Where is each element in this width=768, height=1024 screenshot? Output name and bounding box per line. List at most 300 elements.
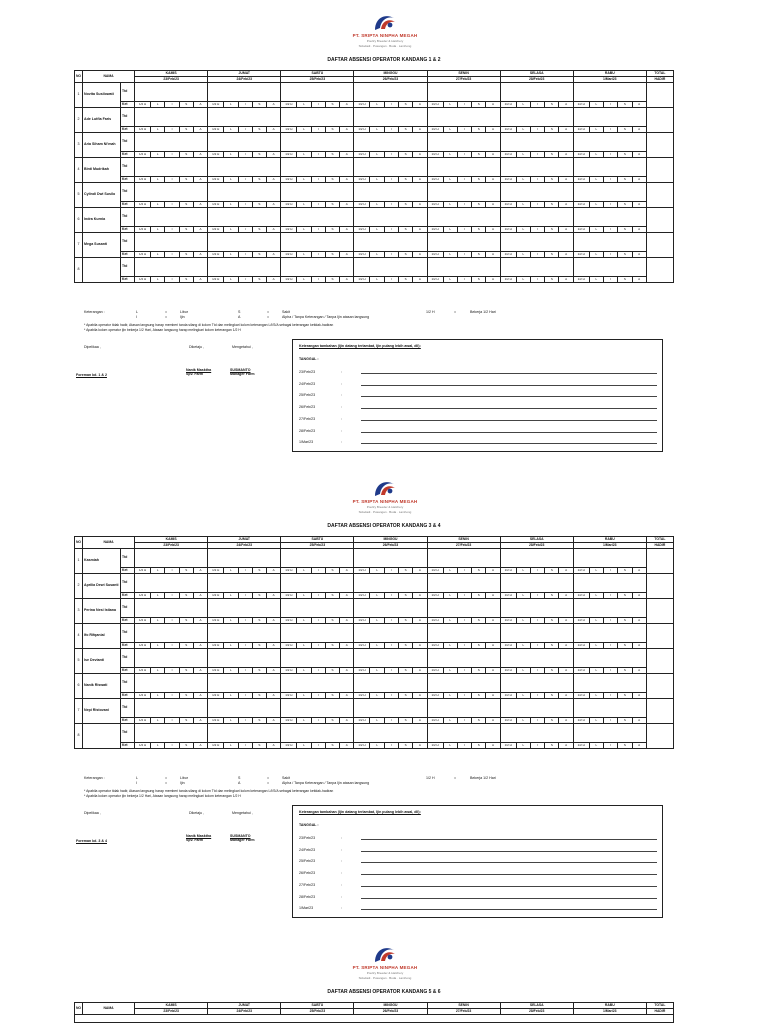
notes-date-line[interactable] [299, 440, 342, 445]
status-code-cell[interactable]: L [224, 152, 238, 158]
status-code-cell[interactable]: 1/2 H [354, 743, 370, 749]
status-code-cell[interactable]: L [151, 693, 165, 699]
status-code-cell[interactable]: I [530, 127, 544, 133]
status-code-cell[interactable]: S [179, 252, 193, 258]
status-code-cell[interactable]: 1/2 H [354, 202, 370, 208]
signature-cell[interactable] [281, 108, 354, 127]
signature-cell[interactable] [354, 674, 427, 693]
status-code-cell[interactable]: A [340, 593, 354, 599]
status-code-cell[interactable]: S [398, 568, 412, 574]
status-code-cell[interactable]: A [486, 593, 500, 599]
status-code-cell[interactable]: S [325, 102, 339, 108]
status-code-cell[interactable]: I [457, 693, 471, 699]
status-code-cell[interactable]: I [165, 252, 179, 258]
status-code-cell[interactable]: A [632, 202, 646, 208]
status-code-cell[interactable]: I [311, 593, 325, 599]
status-code-cell[interactable]: S [545, 668, 559, 674]
status-code-cell[interactable]: S [472, 202, 486, 208]
status-code-cell[interactable]: L [516, 127, 530, 133]
status-code-cell[interactable]: S [472, 568, 486, 574]
signature-cell[interactable] [135, 624, 208, 643]
status-code-cell[interactable]: I [384, 152, 398, 158]
status-code-cell[interactable]: A [559, 743, 573, 749]
status-code-cell[interactable]: A [559, 618, 573, 624]
status-code-cell[interactable]: S [179, 152, 193, 158]
status-code-cell[interactable]: A [486, 277, 500, 283]
signature-cell[interactable] [208, 108, 281, 127]
status-code-cell[interactable]: L [370, 152, 384, 158]
status-code-cell[interactable]: S [618, 177, 632, 183]
status-code-cell[interactable]: 1/2 H [135, 202, 151, 208]
status-code-cell[interactable]: A [193, 718, 207, 724]
notes-date-line[interactable] [299, 894, 342, 899]
status-code-cell[interactable]: S [618, 568, 632, 574]
status-code-cell[interactable]: S [325, 152, 339, 158]
status-code-cell[interactable]: A [193, 743, 207, 749]
status-code-cell[interactable]: S [325, 252, 339, 258]
status-code-cell[interactable]: A [486, 693, 500, 699]
status-code-cell[interactable]: A [267, 177, 281, 183]
status-code-cell[interactable]: 1/2 H [281, 152, 297, 158]
status-code-cell[interactable]: 1/2 H [354, 718, 370, 724]
status-code-cell[interactable]: L [151, 127, 165, 133]
status-code-cell[interactable]: A [486, 252, 500, 258]
status-code-cell[interactable]: L [589, 568, 603, 574]
signature-cell[interactable] [354, 624, 427, 643]
status-code-cell[interactable]: L [297, 668, 311, 674]
status-code-cell[interactable]: 1/2 H [354, 127, 370, 133]
status-code-cell[interactable]: S [252, 743, 266, 749]
status-code-cell[interactable]: A [632, 277, 646, 283]
status-code-cell[interactable]: L [589, 718, 603, 724]
notes-date-line[interactable] [299, 428, 342, 433]
status-code-cell[interactable]: L [151, 277, 165, 283]
status-code-cell[interactable]: I [457, 718, 471, 724]
status-code-cell[interactable]: L [224, 252, 238, 258]
signature-cell[interactable] [281, 158, 354, 177]
status-code-cell[interactable]: 1/2 H [208, 693, 224, 699]
status-code-cell[interactable]: L [297, 277, 311, 283]
status-code-cell[interactable]: 1/2 H [208, 593, 224, 599]
status-code-cell[interactable]: A [340, 743, 354, 749]
signature-cell[interactable] [281, 624, 354, 643]
status-code-cell[interactable]: 1/2 H [135, 227, 151, 233]
status-code-cell[interactable]: S [545, 227, 559, 233]
status-code-cell[interactable]: I [384, 593, 398, 599]
status-code-cell[interactable]: A [486, 743, 500, 749]
signature-cell[interactable] [573, 599, 646, 618]
signature-cell[interactable] [573, 549, 646, 568]
status-code-cell[interactable]: S [618, 718, 632, 724]
status-code-cell[interactable]: S [398, 593, 412, 599]
status-code-cell[interactable]: A [413, 202, 427, 208]
status-code-cell[interactable]: L [224, 127, 238, 133]
status-code-cell[interactable]: L [516, 668, 530, 674]
status-code-cell[interactable]: 1/2 H [135, 593, 151, 599]
signature-cell[interactable] [500, 258, 573, 277]
status-code-cell[interactable]: A [340, 668, 354, 674]
status-code-cell[interactable]: A [340, 202, 354, 208]
status-code-cell[interactable]: 1/2 H [500, 743, 516, 749]
status-code-cell[interactable]: 1/2 H [208, 718, 224, 724]
signature-cell[interactable] [354, 258, 427, 277]
status-code-cell[interactable]: 1/2 H [208, 177, 224, 183]
status-code-cell[interactable]: S [252, 202, 266, 208]
status-code-cell[interactable]: S [472, 668, 486, 674]
status-code-cell[interactable]: L [370, 718, 384, 724]
status-code-cell[interactable]: 1/2 H [573, 202, 589, 208]
status-code-cell[interactable]: L [151, 668, 165, 674]
status-code-cell[interactable]: L [516, 718, 530, 724]
status-code-cell[interactable]: A [193, 102, 207, 108]
status-code-cell[interactable]: S [179, 668, 193, 674]
signature-cell[interactable] [354, 133, 427, 152]
notes-date-line[interactable] [299, 836, 342, 840]
status-code-cell[interactable]: L [151, 177, 165, 183]
status-code-cell[interactable]: S [472, 177, 486, 183]
status-code-cell[interactable]: I [238, 152, 252, 158]
status-code-cell[interactable]: I [311, 743, 325, 749]
status-code-cell[interactable]: S [252, 252, 266, 258]
status-code-cell[interactable]: A [559, 202, 573, 208]
status-code-cell[interactable]: S [179, 593, 193, 599]
signature-cell[interactable] [500, 549, 573, 568]
status-code-cell[interactable]: A [413, 152, 427, 158]
signature-cell[interactable] [427, 549, 500, 568]
status-code-cell[interactable]: L [443, 568, 457, 574]
status-code-cell[interactable]: S [545, 102, 559, 108]
status-code-cell[interactable]: 1/2 H [281, 102, 297, 108]
status-code-cell[interactable]: A [267, 252, 281, 258]
status-code-cell[interactable]: A [632, 593, 646, 599]
signature-cell[interactable] [208, 674, 281, 693]
status-code-cell[interactable]: A [193, 227, 207, 233]
status-code-cell[interactable]: S [398, 277, 412, 283]
status-code-cell[interactable]: 1/2 H [427, 643, 443, 649]
status-code-cell[interactable]: I [457, 668, 471, 674]
total-cell[interactable] [646, 649, 673, 674]
notes-input-line[interactable] [361, 385, 657, 386]
status-code-cell[interactable]: S [398, 127, 412, 133]
status-code-cell[interactable]: L [224, 668, 238, 674]
status-code-cell[interactable]: S [325, 643, 339, 649]
status-code-cell[interactable]: A [486, 202, 500, 208]
signature-cell[interactable] [208, 183, 281, 202]
signature-cell[interactable] [208, 158, 281, 177]
status-code-cell[interactable]: S [545, 743, 559, 749]
status-code-cell[interactable]: A [559, 593, 573, 599]
status-code-cell[interactable]: I [604, 202, 618, 208]
status-code-cell[interactable]: I [604, 227, 618, 233]
signature-cell[interactable] [281, 549, 354, 568]
notes-input-line[interactable] [361, 443, 657, 444]
status-code-cell[interactable]: I [384, 568, 398, 574]
status-code-cell[interactable]: A [413, 227, 427, 233]
notes-input-line[interactable] [361, 396, 657, 397]
status-code-cell[interactable]: S [618, 693, 632, 699]
signature-cell[interactable] [573, 133, 646, 152]
status-code-cell[interactable]: I [384, 202, 398, 208]
signature-cell[interactable] [135, 599, 208, 618]
total-cell[interactable] [646, 599, 673, 624]
status-code-cell[interactable]: S [252, 102, 266, 108]
status-code-cell[interactable]: I [384, 743, 398, 749]
status-code-cell[interactable]: L [370, 127, 384, 133]
notes-input-line[interactable] [361, 408, 657, 409]
status-code-cell[interactable]: A [193, 152, 207, 158]
status-code-cell[interactable]: S [545, 152, 559, 158]
status-code-cell[interactable]: L [297, 743, 311, 749]
status-code-cell[interactable]: 1/2 H [208, 102, 224, 108]
status-code-cell[interactable]: S [252, 277, 266, 283]
status-code-cell[interactable]: 1/2 H [281, 127, 297, 133]
status-code-cell[interactable]: L [443, 202, 457, 208]
status-code-cell[interactable]: A [486, 177, 500, 183]
status-code-cell[interactable]: A [559, 252, 573, 258]
status-code-cell[interactable]: L [516, 227, 530, 233]
status-code-cell[interactable]: L [516, 593, 530, 599]
status-code-cell[interactable]: 1/2 H [208, 277, 224, 283]
status-code-cell[interactable]: L [589, 693, 603, 699]
signature-cell[interactable] [500, 83, 573, 102]
signature-cell[interactable] [354, 183, 427, 202]
status-code-cell[interactable]: S [398, 227, 412, 233]
status-code-cell[interactable]: I [238, 743, 252, 749]
status-code-cell[interactable]: A [267, 668, 281, 674]
status-code-cell[interactable]: L [516, 152, 530, 158]
status-code-cell[interactable]: 1/2 H [135, 718, 151, 724]
status-code-cell[interactable]: I [604, 668, 618, 674]
status-code-cell[interactable]: L [151, 202, 165, 208]
status-code-cell[interactable]: 1/2 H [427, 177, 443, 183]
status-code-cell[interactable]: A [559, 102, 573, 108]
signature-cell[interactable] [208, 624, 281, 643]
status-code-cell[interactable]: A [413, 177, 427, 183]
status-code-cell[interactable]: I [530, 277, 544, 283]
status-code-cell[interactable]: 1/2 H [500, 202, 516, 208]
status-code-cell[interactable]: 1/2 H [281, 568, 297, 574]
status-code-cell[interactable]: L [224, 743, 238, 749]
status-code-cell[interactable]: 1/2 H [281, 743, 297, 749]
total-cell[interactable] [646, 624, 673, 649]
status-code-cell[interactable]: I [238, 643, 252, 649]
status-code-cell[interactable]: A [193, 668, 207, 674]
status-code-cell[interactable]: I [238, 177, 252, 183]
status-code-cell[interactable]: I [238, 718, 252, 724]
signature-cell[interactable] [208, 133, 281, 152]
signature-cell[interactable] [281, 233, 354, 252]
status-code-cell[interactable]: L [151, 618, 165, 624]
total-cell[interactable] [646, 674, 673, 699]
status-code-cell[interactable]: I [530, 718, 544, 724]
status-code-cell[interactable]: A [632, 718, 646, 724]
status-code-cell[interactable]: S [618, 593, 632, 599]
notes-input-line[interactable] [361, 432, 657, 433]
total-cell[interactable] [646, 258, 673, 283]
status-code-cell[interactable]: I [311, 643, 325, 649]
status-code-cell[interactable]: A [413, 127, 427, 133]
signature-cell[interactable] [427, 649, 500, 668]
status-code-cell[interactable]: I [311, 227, 325, 233]
status-code-cell[interactable]: S [325, 277, 339, 283]
status-code-cell[interactable]: L [224, 177, 238, 183]
status-code-cell[interactable]: A [340, 618, 354, 624]
status-code-cell[interactable]: L [589, 152, 603, 158]
status-code-cell[interactable]: S [179, 693, 193, 699]
status-code-cell[interactable]: S [252, 568, 266, 574]
signature-cell[interactable] [427, 158, 500, 177]
status-code-cell[interactable]: S [325, 743, 339, 749]
status-code-cell[interactable]: A [559, 643, 573, 649]
status-code-cell[interactable]: 1/2 H [281, 668, 297, 674]
status-code-cell[interactable]: 1/2 H [354, 177, 370, 183]
status-code-cell[interactable]: A [267, 568, 281, 574]
status-code-cell[interactable]: L [297, 202, 311, 208]
status-code-cell[interactable]: S [618, 277, 632, 283]
total-cell[interactable] [646, 724, 673, 749]
status-code-cell[interactable]: S [618, 618, 632, 624]
signature-cell[interactable] [500, 133, 573, 152]
status-code-cell[interactable]: L [151, 718, 165, 724]
status-code-cell[interactable]: I [530, 202, 544, 208]
status-code-cell[interactable]: I [165, 127, 179, 133]
status-code-cell[interactable]: I [604, 693, 618, 699]
status-code-cell[interactable]: A [193, 693, 207, 699]
status-code-cell[interactable]: 1/2 H [500, 277, 516, 283]
status-code-cell[interactable]: A [413, 252, 427, 258]
status-code-cell[interactable]: 1/2 H [208, 618, 224, 624]
status-code-cell[interactable]: 1/2 H [135, 618, 151, 624]
status-code-cell[interactable]: A [267, 618, 281, 624]
status-code-cell[interactable]: S [325, 568, 339, 574]
status-code-cell[interactable]: I [311, 718, 325, 724]
status-code-cell[interactable]: I [384, 127, 398, 133]
notes-input-line[interactable] [361, 886, 657, 887]
status-code-cell[interactable]: S [325, 718, 339, 724]
status-code-cell[interactable]: 1/2 H [500, 227, 516, 233]
status-code-cell[interactable]: I [238, 252, 252, 258]
status-code-cell[interactable]: A [340, 693, 354, 699]
status-code-cell[interactable]: 1/2 H [500, 152, 516, 158]
status-code-cell[interactable]: I [165, 668, 179, 674]
status-code-cell[interactable]: I [530, 227, 544, 233]
status-code-cell[interactable]: L [516, 277, 530, 283]
signature-cell[interactable] [135, 674, 208, 693]
status-code-cell[interactable]: 1/2 H [500, 568, 516, 574]
status-code-cell[interactable]: 1/2 H [427, 102, 443, 108]
status-code-cell[interactable]: A [340, 252, 354, 258]
signature-cell[interactable] [354, 574, 427, 593]
status-code-cell[interactable]: S [179, 718, 193, 724]
status-code-cell[interactable]: L [589, 743, 603, 749]
status-code-cell[interactable]: 1/2 H [354, 227, 370, 233]
signature-cell[interactable] [135, 699, 208, 718]
status-code-cell[interactable]: A [559, 693, 573, 699]
status-code-cell[interactable]: L [151, 643, 165, 649]
status-code-cell[interactable]: L [443, 177, 457, 183]
status-code-cell[interactable]: I [311, 177, 325, 183]
status-code-cell[interactable]: L [151, 227, 165, 233]
signature-cell[interactable] [573, 724, 646, 743]
status-code-cell[interactable]: S [618, 152, 632, 158]
status-code-cell[interactable]: L [370, 618, 384, 624]
status-code-cell[interactable]: I [311, 618, 325, 624]
status-code-cell[interactable]: L [443, 643, 457, 649]
signature-cell[interactable] [427, 83, 500, 102]
status-code-cell[interactable]: 1/2 H [135, 668, 151, 674]
signature-cell[interactable] [135, 574, 208, 593]
status-code-cell[interactable]: 1/2 H [354, 618, 370, 624]
status-code-cell[interactable]: L [297, 252, 311, 258]
status-code-cell[interactable]: A [559, 127, 573, 133]
status-code-cell[interactable]: L [589, 227, 603, 233]
status-code-cell[interactable]: L [151, 568, 165, 574]
status-code-cell[interactable]: 1/2 H [208, 202, 224, 208]
status-code-cell[interactable]: L [589, 668, 603, 674]
total-cell[interactable] [646, 549, 673, 574]
status-code-cell[interactable]: 1/2 H [281, 227, 297, 233]
status-code-cell[interactable]: L [224, 618, 238, 624]
signature-cell[interactable] [281, 83, 354, 102]
signature-cell[interactable] [427, 133, 500, 152]
notes-input-line[interactable] [361, 909, 657, 910]
status-code-cell[interactable]: L [589, 643, 603, 649]
notes-date-line[interactable] [299, 847, 342, 852]
status-code-cell[interactable]: A [267, 277, 281, 283]
status-code-cell[interactable]: A [632, 102, 646, 108]
signature-cell[interactable] [354, 83, 427, 102]
notes-input-line[interactable] [361, 373, 657, 374]
status-code-cell[interactable]: 1/2 H [135, 643, 151, 649]
status-code-cell[interactable]: S [472, 152, 486, 158]
status-code-cell[interactable]: A [559, 277, 573, 283]
status-code-cell[interactable]: A [413, 718, 427, 724]
status-code-cell[interactable]: A [413, 277, 427, 283]
status-code-cell[interactable]: L [443, 127, 457, 133]
signature-cell[interactable] [573, 649, 646, 668]
status-code-cell[interactable]: 1/2 H [208, 252, 224, 258]
status-code-cell[interactable]: I [384, 227, 398, 233]
status-code-cell[interactable]: 1/2 H [208, 568, 224, 574]
status-code-cell[interactable]: A [632, 643, 646, 649]
status-code-cell[interactable]: L [297, 152, 311, 158]
status-code-cell[interactable]: 1/2 H [354, 102, 370, 108]
signature-cell[interactable] [135, 208, 208, 227]
status-code-cell[interactable]: 1/2 H [500, 127, 516, 133]
status-code-cell[interactable]: I [530, 643, 544, 649]
signature-cell[interactable] [573, 233, 646, 252]
signature-cell[interactable] [573, 258, 646, 277]
signature-cell[interactable] [354, 724, 427, 743]
status-code-cell[interactable]: 1/2 H [354, 152, 370, 158]
signature-cell[interactable] [500, 183, 573, 202]
status-code-cell[interactable]: 1/2 H [573, 227, 589, 233]
status-code-cell[interactable]: I [604, 643, 618, 649]
signature-cell[interactable] [208, 549, 281, 568]
signature-cell[interactable] [281, 599, 354, 618]
signature-cell[interactable] [573, 674, 646, 693]
status-code-cell[interactable]: L [589, 618, 603, 624]
signature-cell[interactable] [500, 108, 573, 127]
signature-cell[interactable] [281, 724, 354, 743]
status-code-cell[interactable]: S [179, 643, 193, 649]
status-code-cell[interactable]: I [238, 618, 252, 624]
status-code-cell[interactable]: I [604, 252, 618, 258]
status-code-cell[interactable]: I [384, 693, 398, 699]
status-code-cell[interactable]: I [604, 718, 618, 724]
status-code-cell[interactable]: S [618, 643, 632, 649]
status-code-cell[interactable]: I [311, 693, 325, 699]
